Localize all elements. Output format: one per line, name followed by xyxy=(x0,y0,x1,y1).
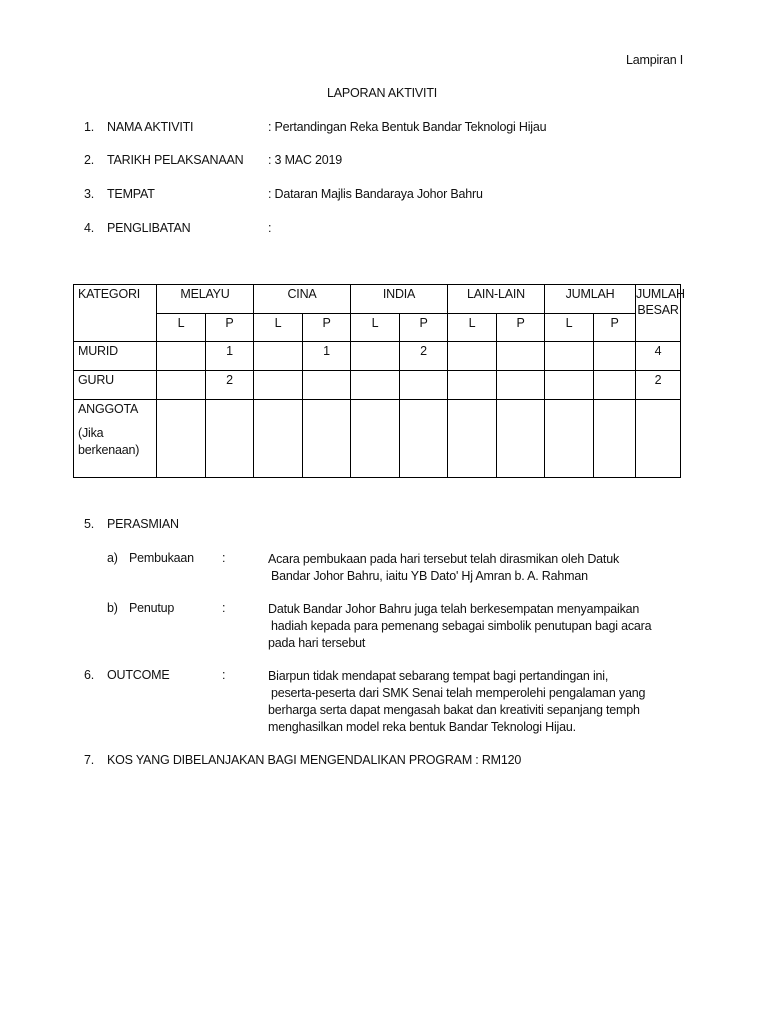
table-row-guru xyxy=(74,371,681,400)
header-jumlah-besar: JUMLAH BESAR xyxy=(636,285,681,342)
item-value: : 3 MAC 2019 xyxy=(268,153,343,167)
section-colon: : xyxy=(222,668,226,682)
table-cell: 1 xyxy=(303,342,351,371)
header-india: INDIA xyxy=(351,285,448,314)
table-cell xyxy=(351,342,400,371)
header-p: P xyxy=(206,314,254,342)
subitem-text: Acara pembukaan pada hari tersebut telah dirasmikan oleh Datuk Bandar Johor Bahru, iaitu YB Dato' Hj Amran b. A. Rahman xyxy=(268,552,620,583)
subitem-colon: : xyxy=(222,551,226,565)
section-title: OUTCOME xyxy=(107,668,170,682)
subitem-label: b) xyxy=(107,601,118,615)
section-number: 5. xyxy=(84,517,95,531)
table-cell xyxy=(594,371,636,400)
table-cell xyxy=(254,400,303,478)
table-cell xyxy=(448,342,497,371)
item-label: NAMA AKTIVITI xyxy=(107,120,194,134)
table-cell xyxy=(545,400,594,478)
item-label: PENGLIBATAN xyxy=(107,221,191,235)
header-melayu: MELAYU xyxy=(157,285,254,314)
header-p: P xyxy=(400,314,448,342)
table-cell-total xyxy=(636,400,681,478)
table-cell xyxy=(497,371,545,400)
subitem-colon: : xyxy=(222,601,226,615)
item-label: TARIKH PELAKSANAAN xyxy=(107,153,244,167)
table-cell xyxy=(351,371,400,400)
subitem-text: Datuk Bandar Johor Bahru juga telah berkesempatan menyampaikan hadiah kepada para pemenang sebagai simbolik penutupan bagi acara pada hari tersebut xyxy=(268,602,652,650)
table-cell xyxy=(448,400,497,478)
item-value: : Pertandingan Reka Bentuk Bandar Teknologi Hijau xyxy=(268,120,547,134)
table-cell-total: 2 xyxy=(636,371,681,400)
header-l: L xyxy=(254,314,303,342)
table-cell xyxy=(594,342,636,371)
report-title: LAPORAN AKTIVITI xyxy=(327,86,438,100)
item-number: 2. xyxy=(84,153,95,167)
table-cell xyxy=(303,371,351,400)
table-cell: 2 xyxy=(206,371,254,400)
header-l: L xyxy=(351,314,400,342)
table-cell xyxy=(545,342,594,371)
header-l: L xyxy=(157,314,206,342)
header-p: P xyxy=(497,314,545,342)
table-cell: 2 xyxy=(400,342,448,371)
participation-table xyxy=(73,284,685,478)
subitem-name: Pembukaan xyxy=(129,551,194,565)
subitem-name: Penutup xyxy=(129,601,175,615)
header-l: L xyxy=(448,314,497,342)
attachment-label: Lampiran I xyxy=(626,53,684,67)
outcome-text: Biarpun tidak mendapat sebarang tempat bagi pertandingan ini, peserta-peserta dari SMK Senai telah memperolehi pengalaman yang berharga serta dapat mengasah bakat dan kreativiti sepanjang temph menghasilkan model reka bentuk Bandar Teknologi Hijau. xyxy=(268,669,646,734)
table-cell: 1 xyxy=(206,342,254,371)
header-lain-lain: LAIN-LAIN xyxy=(448,285,545,314)
table-cell xyxy=(497,400,545,478)
header-p: P xyxy=(303,314,351,342)
header-p: P xyxy=(594,314,636,342)
item-number: 1. xyxy=(84,120,95,134)
table-cell xyxy=(206,400,254,478)
table-cell xyxy=(400,371,448,400)
table-cell xyxy=(157,371,206,400)
row-label: ANGGOTA (Jika berkenaan) xyxy=(74,400,157,478)
section-number: 7. xyxy=(84,753,95,767)
header-l: L xyxy=(545,314,594,342)
table-row-anggota xyxy=(74,400,681,478)
table-cell xyxy=(157,400,206,478)
table-cell xyxy=(351,400,400,478)
row-label: MURID xyxy=(74,342,157,371)
table-cell xyxy=(545,371,594,400)
item-value: : Dataran Majlis Bandaraya Johor Bahru xyxy=(268,187,483,201)
table-cell xyxy=(448,371,497,400)
table-subheader-row xyxy=(74,314,681,342)
item-value: : xyxy=(268,221,272,235)
header-cina: CINA xyxy=(254,285,351,314)
item-number: 3. xyxy=(84,187,95,201)
table-cell xyxy=(254,371,303,400)
subitem-label: a) xyxy=(107,551,118,565)
table-cell xyxy=(400,400,448,478)
table-row-murid xyxy=(74,342,681,371)
item-number: 4. xyxy=(84,221,95,235)
table-cell xyxy=(254,342,303,371)
header-kategori: KATEGORI xyxy=(74,285,157,342)
table-cell xyxy=(594,400,636,478)
item-label: TEMPAT xyxy=(107,187,155,201)
cost-text: KOS YANG DIBELANJAKAN BAGI MENGENDALIKAN PROGRAM : RM120 xyxy=(107,753,522,767)
table-header-row xyxy=(74,285,681,314)
header-jumlah: JUMLAH xyxy=(545,285,636,314)
section-number: 6. xyxy=(84,668,95,682)
row-label: GURU xyxy=(74,371,157,400)
table-cell xyxy=(157,342,206,371)
section-title: PERASMIAN xyxy=(107,517,179,531)
table-cell xyxy=(497,342,545,371)
table-cell xyxy=(303,400,351,478)
table-cell-total: 4 xyxy=(636,342,681,371)
